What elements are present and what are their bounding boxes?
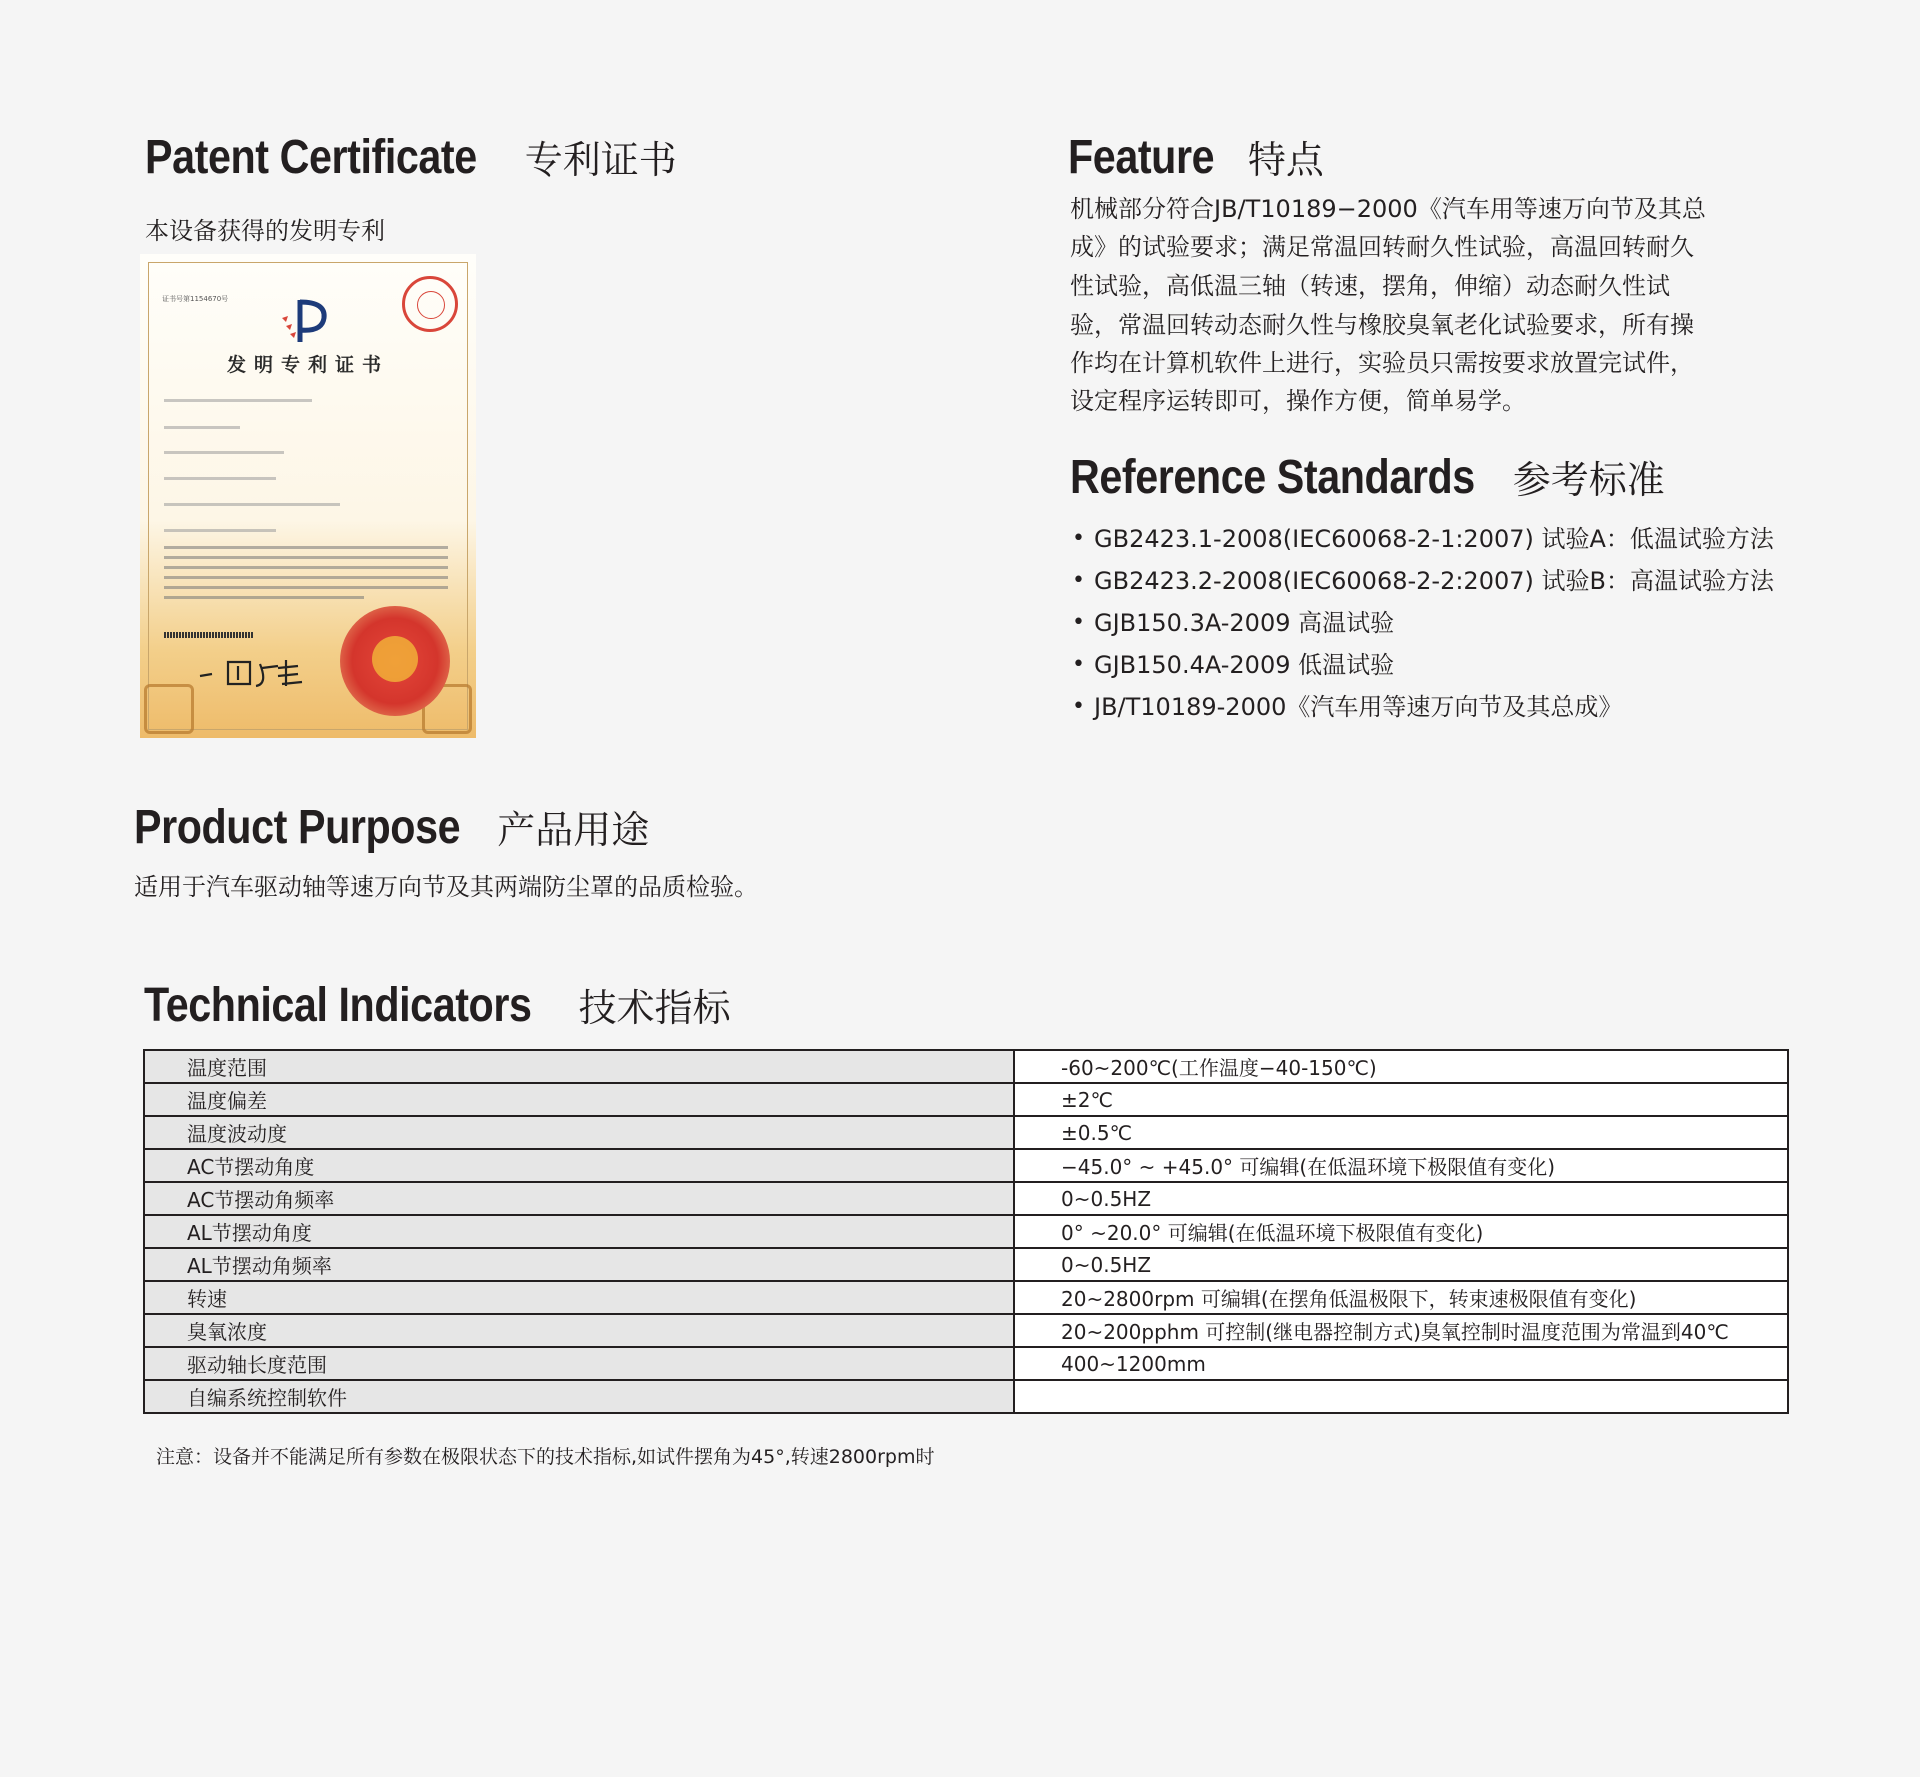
certificate-text-line: [164, 503, 340, 506]
table-row: [144, 1347, 1788, 1380]
parameter-value-cell: 0~0.5HZ: [1014, 1182, 1788, 1215]
certificate-official-seal: [340, 606, 450, 716]
parameter-name-cell: 臭氧浓度: [144, 1314, 1014, 1347]
parameter-name-cell: AL节摆动角频率: [144, 1248, 1014, 1281]
parameter-name-cell: 转速: [144, 1281, 1014, 1314]
purpose-title-en: Product Purpose: [134, 801, 461, 854]
parameter-value-cell: 400~1200mm: [1014, 1347, 1788, 1380]
patent-title-zh: 专利证书: [524, 138, 677, 182]
technical-title-zh: 技术指标: [578, 986, 731, 1030]
patent-office-logo: [278, 296, 334, 346]
feature-line: 设定程序运转即可，操作方便，简单易学。: [1070, 387, 1526, 415]
patent-subtitle: 本设备获得的发明专利: [145, 217, 385, 245]
table-row: [144, 1116, 1788, 1149]
parameter-name-cell: 自编系统控制软件: [144, 1380, 1014, 1413]
parameter-value-cell: 0~0.5HZ: [1014, 1248, 1788, 1281]
certificate-text-line: [164, 451, 284, 454]
certificate-barcode: [164, 632, 254, 638]
parameter-value-cell: −45.0° ~ +45.0° 可编辑(在低温环境下极限值有变化): [1014, 1149, 1788, 1182]
parameter-value-cell: -60~200℃(工作温度−40-150℃): [1014, 1050, 1788, 1083]
standard-item: • GJB150.3A-2009 高温试验: [1072, 602, 1774, 644]
certificate-text-line: [164, 586, 448, 589]
feature-line: 成》的试验要求；满足常温回转耐久性试验，高温回转耐久: [1070, 233, 1694, 261]
parameter-value-cell: ±2℃: [1014, 1083, 1788, 1116]
feature-line: 验，常温回转动态耐久性与橡胶臭氧老化试验要求，所有操: [1070, 311, 1694, 339]
parameter-name-cell: AC节摆动角频率: [144, 1182, 1014, 1215]
table-row: [144, 1380, 1788, 1413]
certificate-text-line: [164, 566, 448, 569]
certificate-text-line: [164, 556, 448, 559]
technical-indicators-table: [143, 1049, 1789, 1414]
standards-title-zh: 参考标准: [1512, 458, 1665, 502]
standard-item: • GB2423.2-2008(IEC60068-2-2:2007) 试验B：高温试验方法: [1072, 560, 1774, 602]
table-row: [144, 1149, 1788, 1182]
technical-heading: [144, 979, 731, 1032]
feature-line: 机械部分符合JB/T10189−2000《汽车用等速万向节及其总: [1070, 195, 1706, 223]
standard-item: • JB/T10189-2000《汽车用等速万向节及其总成》: [1072, 686, 1774, 728]
certificate-signature: [198, 654, 318, 690]
feature-title-zh: 特点: [1247, 138, 1324, 182]
patent-title-en: Patent Certificate: [145, 131, 477, 184]
standards-heading: [1070, 451, 1665, 504]
table-row: [144, 1050, 1788, 1083]
feature-line: 性试验，高低温三轴（转速，摆角，伸缩）动态耐久性试: [1070, 272, 1670, 300]
certificate-text-line: [164, 576, 448, 579]
table-row: [144, 1314, 1788, 1347]
certificate-corner-ornament: [144, 684, 194, 734]
parameter-value-cell: [1014, 1380, 1788, 1413]
parameter-value-cell: 20~200pphm 可控制(继电器控制方式)臭氧控制时温度范围为常温到40℃: [1014, 1314, 1788, 1347]
standard-item: • GJB150.4A-2009 低温试验: [1072, 644, 1774, 686]
parameter-name-cell: 温度波动度: [144, 1116, 1014, 1149]
certificate-text-line: [164, 426, 240, 429]
purpose-text: 适用于汽车驱动轴等速万向节及其两端防尘罩的品质检验。: [134, 873, 758, 901]
certificate-red-stamp: [402, 276, 458, 332]
table-row: [144, 1182, 1788, 1215]
table-row: [144, 1281, 1788, 1314]
table-row: [144, 1248, 1788, 1281]
patent-certificate-image: [140, 254, 476, 738]
purpose-title-zh: 产品用途: [497, 808, 650, 852]
technical-note: 注意：设备并不能满足所有参数在极限状态下的技术指标,如试件摆角为45°,转速2800rpm时: [156, 1446, 935, 1468]
standards-title-en: Reference Standards: [1070, 451, 1475, 504]
purpose-heading: [134, 801, 650, 854]
parameter-value-cell: ±0.5℃: [1014, 1116, 1788, 1149]
parameter-name-cell: 驱动轴长度范围: [144, 1347, 1014, 1380]
parameter-name-cell: 温度范围: [144, 1050, 1014, 1083]
certificate-text-line: [164, 546, 448, 549]
technical-title-en: Technical Indicators: [144, 979, 532, 1032]
standards-list: [1072, 518, 1774, 728]
certificate-text-line: [164, 529, 276, 532]
certificate-text-line: [164, 477, 276, 480]
parameter-name-cell: AC节摆动角度: [144, 1149, 1014, 1182]
parameter-value-cell: 20~2800rpm 可编辑(在摆角低温极限下，转束速极限值有变化): [1014, 1281, 1788, 1314]
patent-heading: [145, 131, 677, 184]
parameter-value-cell: 0° ~20.0° 可编辑(在低温环境下极限值有变化): [1014, 1215, 1788, 1248]
certificate-text-line: [164, 399, 312, 402]
feature-title-en: Feature: [1068, 131, 1215, 184]
parameter-name-cell: 温度偏差: [144, 1083, 1014, 1116]
certificate-number: 证书号第1154670号: [162, 295, 229, 303]
certificate-title: 发明专利证书: [226, 354, 389, 376]
feature-line: 作均在计算机软件上进行，实验员只需按要求放置完试件，: [1070, 349, 1694, 377]
certificate-text-line: [164, 596, 364, 599]
table-row: [144, 1083, 1788, 1116]
feature-heading: [1068, 131, 1324, 184]
parameter-name-cell: AL节摆动角度: [144, 1215, 1014, 1248]
standard-item: • GB2423.1-2008(IEC60068-2-1:2007) 试验A：低温试验方法: [1072, 518, 1774, 560]
table-row: [144, 1215, 1788, 1248]
